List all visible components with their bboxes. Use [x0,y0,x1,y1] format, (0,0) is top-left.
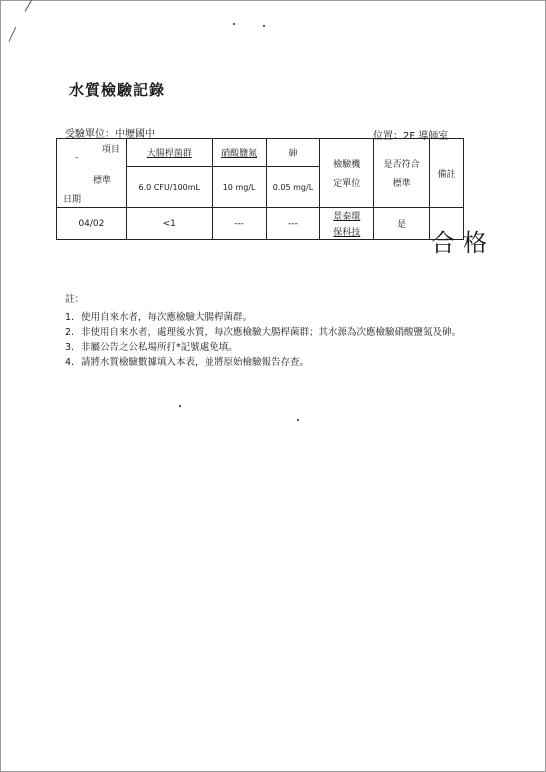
column-ecoli: 大腸桿菌群 [126,139,212,167]
header-standard-label: 標準 [93,176,112,186]
document-title: 水質檢驗記錄 [69,81,166,99]
column-nitrate: 硝酸鹽氮 [212,139,266,167]
scan-speck [179,405,181,407]
row-date: 04/02 [57,208,127,240]
standard-ecoli: 6.0 CFU/100mL [126,167,212,208]
column-lab-line2: 定單位 [333,179,361,189]
notes-section [65,293,485,371]
column-lab-line1: 檢驗機 [333,160,361,170]
column-lab [320,139,374,208]
handwritten-pass-mark: 合格 [431,229,495,257]
header-dash: - [75,153,79,163]
row-lab-line2: 保科技 [333,228,361,238]
water-quality-table [56,138,464,240]
location-label: 位置：2F 導師室 [373,131,449,142]
note-item: 4. 請將水質檢驗數據填入本表，並將原始檢驗報告存查。 [65,357,310,368]
notes-heading: 註： [65,294,85,305]
row-compliant: 是 [374,208,430,240]
column-compliant [374,139,430,208]
column-compliant-line1: 是否符合 [383,160,420,170]
scan-mark [9,27,17,42]
row-ecoli-value: <1 [126,208,212,240]
scan-mark [25,0,46,12]
column-compliant-line2: 標準 [392,179,411,189]
standard-arsenic: 0.05 mg/L [266,167,320,208]
row-lab [320,208,374,240]
column-arsenic: 砷 [266,139,320,167]
row-lab-line1: 景泰環 [333,212,361,222]
scan-speck [263,25,265,27]
note-item: 3. 非屬公告之公私場所打*記號處免填。 [65,342,238,353]
row-nitrate-value: --- [212,208,266,240]
note-item: 1. 使用自來水者，每次應檢驗大腸桿菌群。 [65,312,253,323]
column-remarks: 備註 [430,139,464,208]
tested-unit-label: 受驗單位：中壢國中 [65,129,155,140]
corner-header-cell [57,139,127,208]
row-arsenic-value: --- [266,208,320,240]
scan-speck [297,419,299,421]
header-date-label: 日期 [63,195,82,205]
standard-nitrate: 10 mg/L [212,167,266,208]
scan-speck [233,23,235,25]
note-item: 2. 非使用自來水者，處理後水質，每次應檢驗大腸桿菌群；其水源為次應檢驗硝酸鹽氮及砷。 [65,327,462,338]
header-item-label: 項目 [101,145,120,155]
